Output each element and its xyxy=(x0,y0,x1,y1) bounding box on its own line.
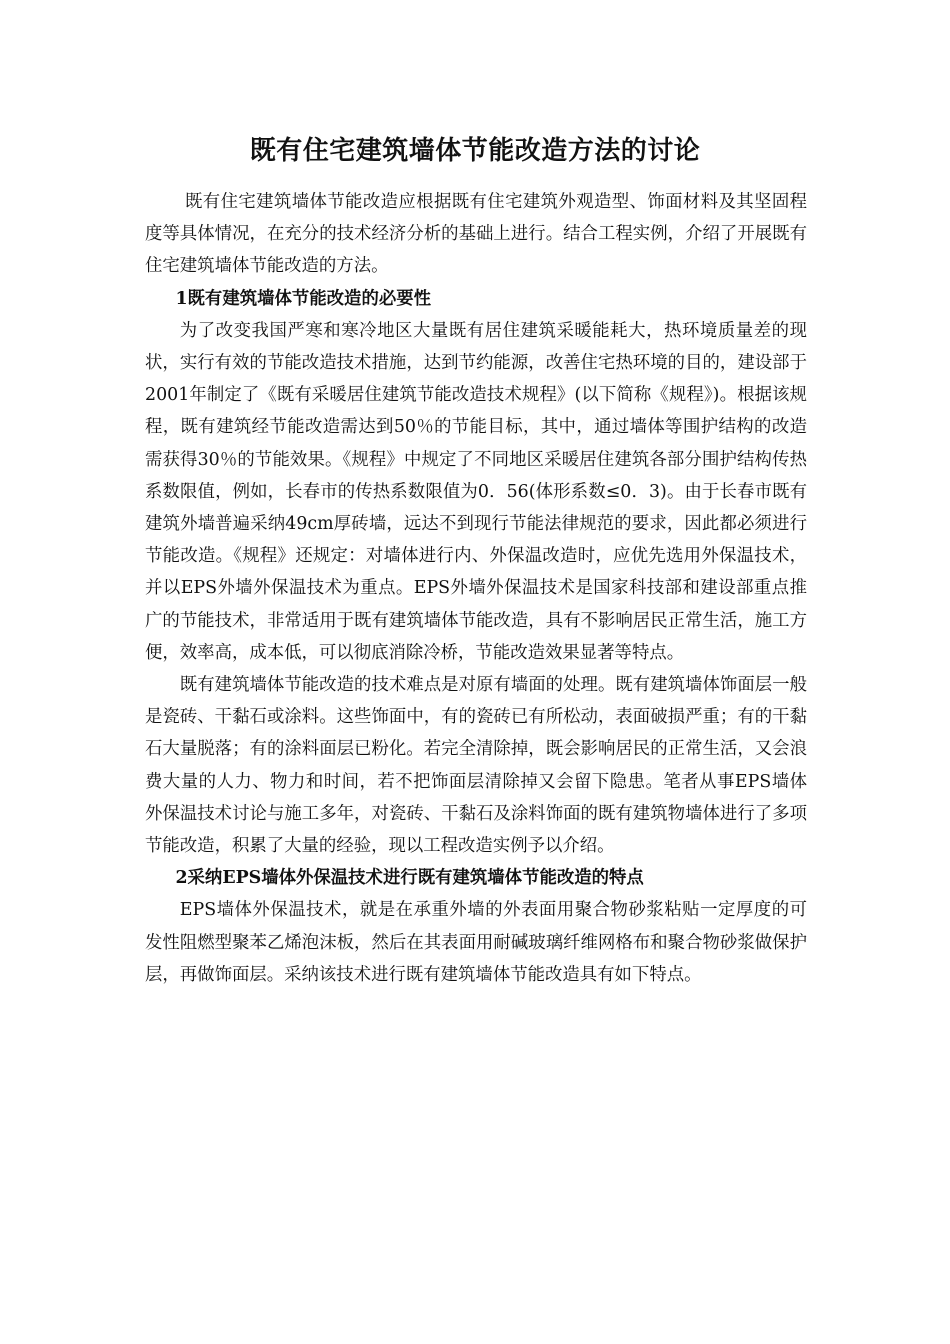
document-title: 既有住宅建筑墙体节能改造方法的讨论 xyxy=(249,136,701,166)
section-1-heading: 1既有建筑墙体节能改造的必要性 xyxy=(175,288,432,309)
section-2-paragraph-1: EPS墙体外保温技术，就是在承重外墙的外表面用聚合物砂浆粘贴一定厚度的可发性阻燃型聚苯乙烯泡沫板，然后在其表面用耐碱玻璃纤维网格布和聚合物砂浆做保护层，再做饰面层。采纳该技术进行既有建筑墙体节能改造具有如下特点。 xyxy=(145,900,807,985)
section-1-paragraph-2: 既有建筑墙体节能改造的技术难点是对原有墙面的处理。既有建筑墙体饰面层一般是瓷砖、干黏石或涂料。这些饰面中，有的瓷砖已有所松动，表面破损严重；有的干黏石大量脱落；有的涂料面层已粉化。若完全清除掉，既会影响居民的正常生活，又会浪费大量的人力、物力和时间，若不把饰面层清除掉又会留下隐患。笔者从事EPS墙体外保温技术讨论与施工多年，对瓷砖、干黏石及涂料饰面的既有建筑物墙体进行了多项节能改造，积累了大量的经验，现以工程改造实例予以介绍。 xyxy=(145,675,807,857)
document-body xyxy=(145,186,807,991)
section-1-paragraph-1: 为了改变我国严寒和寒冷地区大量既有居住建筑采暖能耗大，热环境质量差的现状，实行有效的节能改造技术措施，达到节约能源，改善住宅热环境的目的，建设部于2001年制定了《既有采暖居住建筑节能改造技术规程》(以下简称《规程》)。根据该规程，既有建筑经节能改造需达到50％的节能目标，其中，通过墙体等围护结构的改造需获得30％的节能效果。《规程》中规定了不同地区采暖居住建筑各部分围护结构传热系数限值，例如，长春市的传热系数限值为0．56(体形系数≤0．3)。由于长春市既有建筑外墙普遍采纳49cm厚砖墙，远达不到现行节能法律规范的要求，因此都必须进行节能改造。《规程》还规定：对墙体进行内、外保温改造时，应优先选用外保温技术，并以EPS外墙外保温技术为重点。EPS外墙外保温技术是国家科技部和建设部重点推广的节能技术，非常适用于既有建筑墙体节能改造，具有不影响居民正常生活，施工方便，效率高，成本低，可以彻底消除冷桥，节能改造效果显著等特点。 xyxy=(145,320,807,663)
section-2-heading: 2采纳EPS墙体外保温技术进行既有建筑墙体节能改造的特点 xyxy=(175,868,644,889)
abstract-paragraph: 既有住宅建筑墙体节能改造应根据既有住宅建筑外观造型、饰面材料及其坚固程度等具体情况，在充分的技术经济分析的基础上进行。结合工程实例，介绍了开展既有住宅建筑墙体节能改造的方法。 xyxy=(145,192,807,277)
